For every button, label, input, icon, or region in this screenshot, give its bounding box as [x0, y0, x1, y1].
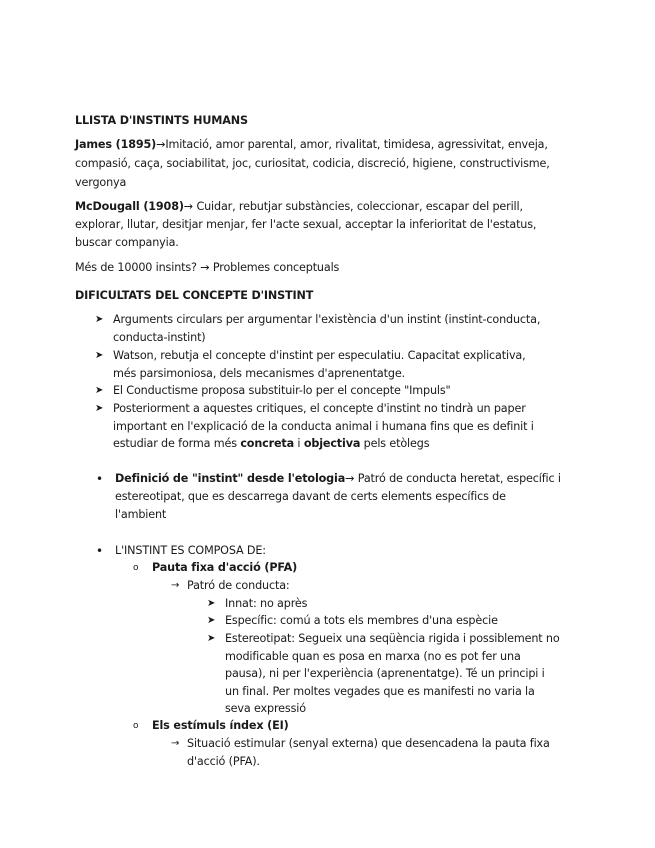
- pfa-sub: Patró de conducta:: [187, 579, 290, 592]
- ei-line-1: Situació estimular (senyal externa) que desencadena la pauta fixa: [187, 737, 550, 750]
- dificultats-item-4-line-1: Posteriorment a aquestes critiques, el concepte d'instint no tindrà un paper: [113, 402, 526, 415]
- arrowhead-bullet-icon: ➤: [207, 598, 216, 609]
- concreta-word: concreta: [240, 437, 295, 450]
- document-title: LLISTA D'INSTINTS HUMANS: [75, 114, 248, 127]
- definicio-line-2: estereotipat, que es descarrega davant de certs elements específics de: [115, 490, 506, 503]
- james-line-3: vergonya: [75, 176, 127, 189]
- arrowhead-bullet-icon: ➤: [207, 615, 216, 626]
- definicio-label: Definició de "instint" desde l'etologia: [115, 472, 346, 485]
- composa-title: L'INSTINT ES COMPOSA DE:: [115, 544, 266, 557]
- james-label: James (1895): [75, 138, 157, 151]
- dificultats-item-2-line-2: més parsimoniosa, dels mecanismes d'aprenentatge.: [113, 367, 405, 380]
- arrowhead-bullet-icon: ➤: [95, 385, 104, 396]
- arrowhead-bullet-icon: ➤: [95, 403, 104, 414]
- arrowhead-bullet-icon: ➤: [95, 314, 104, 325]
- dificultats-item-1-line-2: conducta-instint): [113, 331, 206, 344]
- bullet-dot-icon: •: [96, 544, 104, 558]
- pfa-item-3-line-2: modificable quan es posa en marxa (no es pot fer una: [225, 650, 521, 663]
- pfa-item-3-line-4: un final. Per moltes vegades que es manifesti no varia la: [225, 685, 535, 698]
- mcdougall-line-1: [75, 200, 523, 214]
- definicio-text: Patró de conducta heretat, específic i: [354, 472, 561, 485]
- james-text: Imitació, amor parental, amor, rivalitat, timidesa, agressivitat, enveja,: [165, 138, 548, 151]
- bullet-dot-icon: •: [96, 472, 104, 486]
- mcdougall-label: McDougall (1908): [75, 200, 184, 213]
- definicio-line-1: [115, 472, 561, 486]
- mcdougall-text: Cuidar, rebutjar substàncies, coleccionar, escapar del perill,: [196, 200, 523, 213]
- arrow-icon: →: [171, 580, 180, 591]
- pfa-item-1: Innat: no après: [225, 597, 308, 610]
- objectiva-word: objectiva: [303, 437, 361, 450]
- arrow-icon: →: [183, 200, 194, 213]
- ei-label: Els estímuls índex (EI): [152, 719, 289, 732]
- arrowhead-bullet-icon: ➤: [95, 350, 104, 361]
- dificultats-item-1-line-1: Arguments circulars per argumentar l'existència d'un instint (instint-conducta,: [113, 313, 541, 326]
- item-4-prefix: estudiar de forma més: [113, 437, 241, 450]
- james-line-1: [75, 138, 548, 152]
- circle-bullet-icon: o: [133, 721, 139, 731]
- james-line-2: compasió, caça, sociabilitat, joc, curiositat, codicia, discreció, higiene, constructivisme,: [75, 157, 550, 170]
- mes-line: Més de 10000 insints? → Problemes conceptuals: [75, 261, 340, 274]
- pfa-item-2: Específic: comú a tots els membres d'una espècie: [225, 614, 498, 627]
- pfa-label: Pauta fixa d'acció (PFA): [152, 561, 298, 574]
- dificultats-item-4-line-3: [113, 437, 429, 451]
- item-4-suffix: pels etòlegs: [360, 437, 430, 450]
- arrowhead-bullet-icon: ➤: [207, 633, 216, 644]
- pfa-item-3-line-5: seva expressió: [225, 702, 306, 715]
- i-word: i: [294, 437, 304, 450]
- circle-bullet-icon: o: [133, 563, 139, 573]
- pfa-item-3-line-1: Estereotipat: Segueix una seqüència rigida i possiblement no: [225, 632, 560, 645]
- dificultats-item-2-line-1: Watson, rebutja el concepte d'instint per especulatiu. Capacitat explicativa,: [113, 349, 526, 362]
- dificultats-item-4-line-2: important en l'explicació de la conducta animal i humana fins que es definit i: [113, 420, 534, 433]
- mcdougall-line-2: explorar, llutar, desitjar menjar, fer l'acte sexual, acceptar la inferioritat de l'estatus,: [75, 218, 537, 231]
- arrow-icon: →: [345, 472, 355, 485]
- ei-line-2: d'acció (PFA).: [187, 755, 260, 768]
- mcdougall-line-3: buscar companyia.: [75, 236, 179, 249]
- pfa-item-3-line-3: pausa), ni per l'experiència (aprenentatge). Té un principi i: [225, 667, 545, 680]
- dificultats-item-3-line-1: El Conductisme proposa substituir-lo per el concepte "Impuls": [113, 384, 451, 397]
- definicio-line-3: l'ambient: [115, 508, 167, 521]
- arrow-icon: →: [156, 138, 166, 151]
- dificultats-title: DIFICULTATS DEL CONCEPTE D'INSTINT: [75, 289, 314, 302]
- arrow-icon: →: [171, 738, 180, 749]
